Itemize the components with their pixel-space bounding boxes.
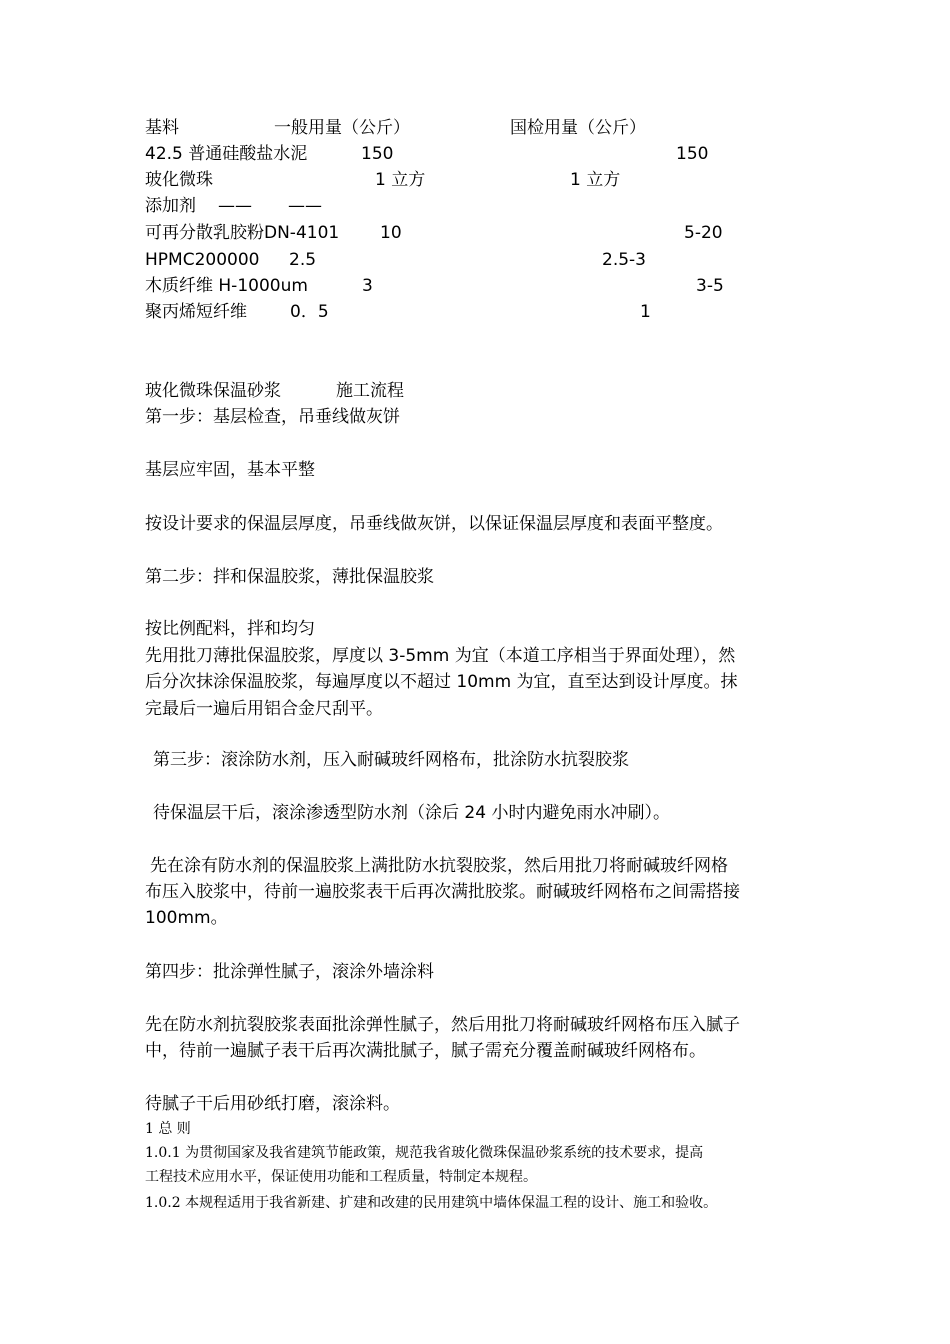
step-1-heading: 第一步：基层检查，吊垂线做灰饼 bbox=[145, 407, 400, 427]
paragraph-line: 中，待前一遍腻子表干后再次满批腻子，腻子需充分覆盖耐碱玻纤网格布。 bbox=[145, 1041, 706, 1061]
table-cell: 聚丙烯短纤维 bbox=[145, 302, 247, 322]
clause-1-0-1-line: 工程技术应用水平，保证使用功能和工程质量，特制定本规程。 bbox=[145, 1169, 537, 1185]
table-cell: 1 bbox=[640, 302, 651, 322]
table-cell: 1 立方 bbox=[570, 170, 621, 190]
table-cell: 10 bbox=[380, 223, 402, 243]
paragraph-line: 先用批刀薄批保温胶浆，厚度以 3-5mm 为宜（本道工序相当于界面处理），然 bbox=[145, 646, 736, 666]
table-cell: 150 bbox=[676, 144, 709, 164]
step-3-heading: 第三步：滚涂防水剂，压入耐碱玻纤网格布，批涂防水抗裂胶浆 bbox=[153, 750, 629, 770]
paragraph-line: 100mm。 bbox=[145, 908, 228, 928]
paragraph: 待腻子干后用砂纸打磨，滚涂料。 bbox=[145, 1094, 400, 1114]
clause-1-0-1-line: 1.0.1 为贯彻国家及我省建筑节能政策，规范我省玻化微珠保温砂浆系统的技术要求，提高 bbox=[145, 1145, 704, 1161]
paragraph-line: 完最后一遍后用铝合金尺刮平。 bbox=[145, 699, 383, 719]
table-cell: 2.5 bbox=[289, 250, 317, 270]
paragraph-line: 先在防水剂抗裂胶浆表面批涂弹性腻子，然后用批刀将耐碱玻纤网格布压入腻子 bbox=[145, 1015, 740, 1035]
table-cell: 玻化微珠 bbox=[145, 170, 213, 190]
paragraph: 按比例配料，拌和均匀 bbox=[145, 619, 315, 639]
paragraph: 按设计要求的保温层厚度，吊垂线做灰饼，以保证保温层厚度和表面平整度。 bbox=[145, 514, 723, 534]
table-header-general-amount: 一般用量（公斤） bbox=[274, 118, 410, 138]
table-cell: 42.5 普通硅酸盐水泥 bbox=[145, 144, 308, 164]
paragraph-line: 先在涂有防水剂的保温胶浆上满批防水抗裂胶浆，然后用批刀将耐碱玻纤网格 bbox=[150, 856, 728, 876]
general-heading: 1 总 则 bbox=[145, 1121, 191, 1137]
table-header-base: 基料 bbox=[145, 118, 179, 138]
table-cell: 150 bbox=[361, 144, 394, 164]
table-cell: 3 bbox=[362, 276, 373, 296]
table-cell: 添加剂 bbox=[145, 196, 196, 216]
table-cell: —— bbox=[218, 196, 252, 216]
paragraph: 基层应牢固，基本平整 bbox=[145, 460, 315, 480]
table-cell: —— bbox=[288, 196, 322, 216]
section-title-suffix: 施工流程 bbox=[336, 381, 404, 401]
section-title: 玻化微珠保温砂浆 bbox=[145, 381, 281, 401]
paragraph-line: 后分次抹涂保温胶浆，每遍厚度以不超过 10mm 为宜，直至达到设计厚度。抹 bbox=[145, 672, 738, 692]
paragraph-line: 布压入胶浆中，待前一遍胶浆表干后再次满批胶浆。耐碱玻纤网格布之间需搭接 bbox=[145, 882, 740, 902]
step-2-heading: 第二步：拌和保温胶浆，薄批保温胶浆 bbox=[145, 567, 434, 587]
table-cell: 3-5 bbox=[696, 276, 724, 296]
table-cell: 0．5 bbox=[290, 302, 329, 322]
table-cell: 可再分散乳胶粉DN-4101 bbox=[145, 223, 340, 243]
table-header-national-amount: 国检用量（公斤） bbox=[510, 118, 646, 138]
step-4-heading: 第四步：批涂弹性腻子，滚涂外墙涂料 bbox=[145, 962, 434, 982]
table-cell: 木质纤维 H-1000um bbox=[145, 276, 308, 296]
clause-1-0-2: 1.0.2 本规程适用于我省新建、扩建和改建的民用建筑中墙体保温工程的设计、施工和验收。 bbox=[145, 1195, 718, 1211]
paragraph: 待保温层干后，滚涂渗透型防水剂（涂后 24 小时内避免雨水冲刷）。 bbox=[153, 803, 670, 823]
table-cell: HPMC200000 bbox=[145, 250, 260, 270]
table-cell: 5-20 bbox=[684, 223, 723, 243]
table-cell: 2.5-3 bbox=[602, 250, 646, 270]
table-cell: 1 立方 bbox=[375, 170, 426, 190]
